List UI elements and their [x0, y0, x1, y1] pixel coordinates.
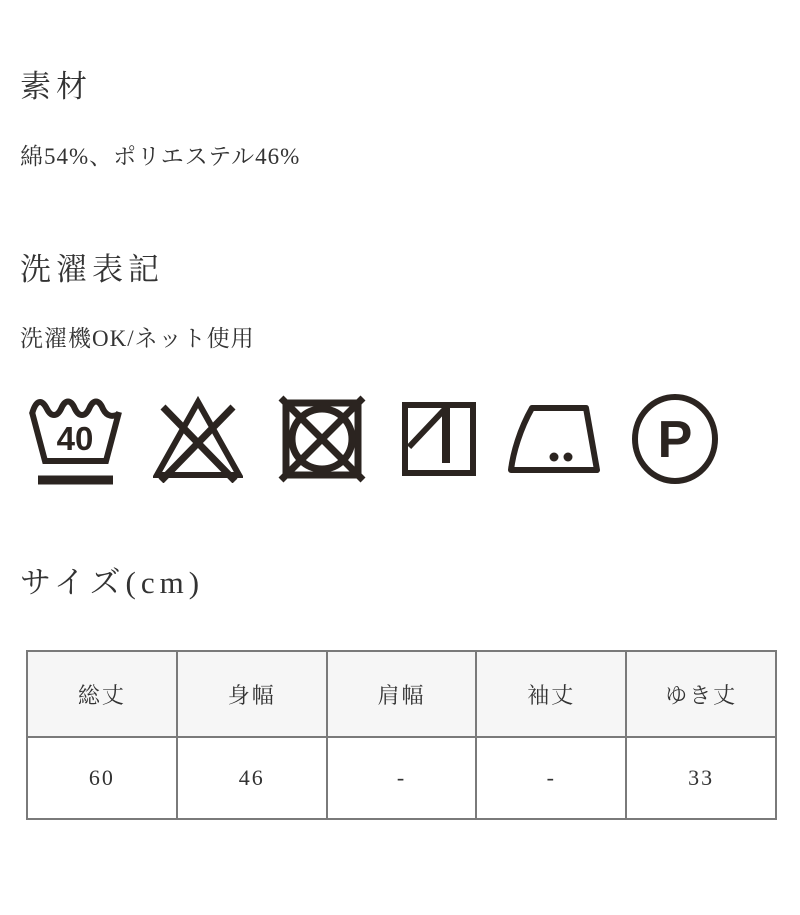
value-sleeve-length: - [476, 737, 626, 819]
do-not-tumble-dry-icon [273, 390, 371, 488]
col-header-yuki-length: ゆき丈 [626, 651, 776, 737]
size-table-header-row [27, 651, 776, 737]
do-not-bleach-icon [153, 395, 243, 483]
value-total-length: 60 [27, 737, 177, 819]
value-yuki-length: 33 [626, 737, 776, 819]
size-table [26, 650, 777, 820]
col-header-sleeve-length: 袖丈 [476, 651, 626, 737]
size-heading: サイズ(cm) [20, 565, 205, 600]
hang-dry-in-shade-icon [401, 401, 477, 477]
iron-medium-icon [507, 403, 600, 475]
wash-temp-label: 40 [56, 420, 94, 457]
laundry-heading: 洗濯表記 [20, 252, 164, 287]
col-header-body-width: 身幅 [177, 651, 327, 737]
dry-clean-p-icon [630, 393, 720, 485]
value-shoulder-width: - [327, 737, 477, 819]
material-composition: 綿54%、ポリエステル46% [20, 144, 301, 169]
wash-40-gentle-icon [28, 389, 123, 489]
size-table-value-row [27, 737, 776, 819]
care-symbols-row [28, 388, 720, 490]
value-body-width: 46 [177, 737, 327, 819]
col-header-shoulder-width: 肩幅 [327, 651, 477, 737]
laundry-note: 洗濯機OK/ネット使用 [20, 326, 255, 351]
material-heading: 素材 [20, 69, 92, 104]
col-header-total-length: 総丈 [27, 651, 177, 737]
dry-clean-letter: P [657, 411, 693, 469]
